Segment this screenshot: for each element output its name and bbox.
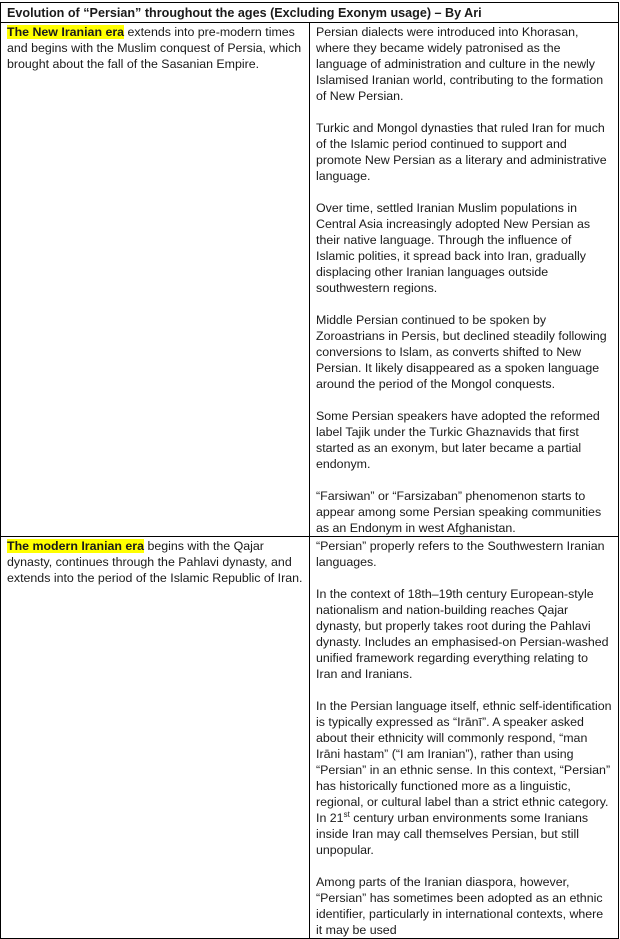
era-label: The modern Iranian era (7, 539, 145, 553)
era-label: The New Iranian era (7, 25, 125, 39)
era-description: extends into pre-modern times and begins with the Muslim conquest of Persia, which brought about the fall of the Sasanian Empire. (7, 25, 302, 71)
paragraph: In the Persian language itself, ethnic self-identification is typically expressed as “Irānī”. A speaker asked about their ethnicity will commonly respond, “man Irāni hastam” (“I am Iranian”), rather than using “Persian” in an ethnic sense. In this context, “Persian” has historically functioned more as a linguistic, regional, or cultural label than a strict ethnic category. In 21st century urban environments some Iranians inside Iran may call themselves Persian, but still unpopular. (316, 699, 612, 857)
era-cell (1, 537, 310, 939)
paragraph: Over time, settled Iranian Muslim populations in Central Asia increasingly adopted New Persian as their native language. Through the influence of Islamic polities, it spread back into Iran, gradually displacing other Iranian languages outside southwestern regions. (316, 201, 591, 295)
table-row (1, 23, 619, 537)
paragraph: “Persian” properly refers to the Southwestern Iranian languages. (316, 539, 605, 569)
title-row (1, 3, 619, 23)
era-description: begins with the Qajar dynasty, continues through the Pahlavi dynasty, and extends into the period of the Islamic Republic of Iran. (7, 539, 303, 585)
evolution-table (0, 2, 619, 939)
paragraph: In the context of 18th–19th century European-style nationalism and nation-building reaches Qajar dynasty, but properly takes root during the Pahlavi dynasty. Includes an emphasised-on Persian-washed unified framework regarding everything relating to Iran and Iranians. (316, 587, 609, 681)
paragraph: Persian dialects were introduced into Khorasan, where they became widely patronised as the language of administration and culture in the newly Islamised Iranian world, contributing to the formation of New Persian. (316, 25, 604, 103)
details-cell (310, 537, 619, 939)
paragraph: Turkic and Mongol dynasties that ruled Iran for much of the Islamic period continued to support and promote New Persian as a literary and administrative language. (316, 121, 607, 183)
paragraph: Among parts of the Iranian diaspora, however, “Persian” has sometimes been adopted as an ethnic identifier, particularly in international contexts, where it may be used (316, 875, 604, 937)
paragraph: Some Persian speakers have adopted the reformed label Tajik under the Turkic Ghaznavids that first started as an exonym, but later became a partial endonym. (316, 409, 600, 471)
table-row (1, 537, 619, 939)
era-cell (1, 23, 310, 537)
paragraph: “Farsiwan” or “Farsizaban” phenomenon starts to appear among some Persian speaking communities as an Endonym in west Afghanistan. (316, 489, 602, 535)
document-title: Evolution of “Persian” throughout the ages (Excluding Exonym usage) – By Ari (1, 3, 619, 23)
paragraph: Middle Persian continued to be spoken by Zoroastrians in Persis, but declined steadily following conversions to Islam, as converts shifted to New Persian. It likely disappeared as a spoken language around the period of the Mongol conquests. (316, 313, 607, 391)
details-cell (310, 23, 619, 537)
